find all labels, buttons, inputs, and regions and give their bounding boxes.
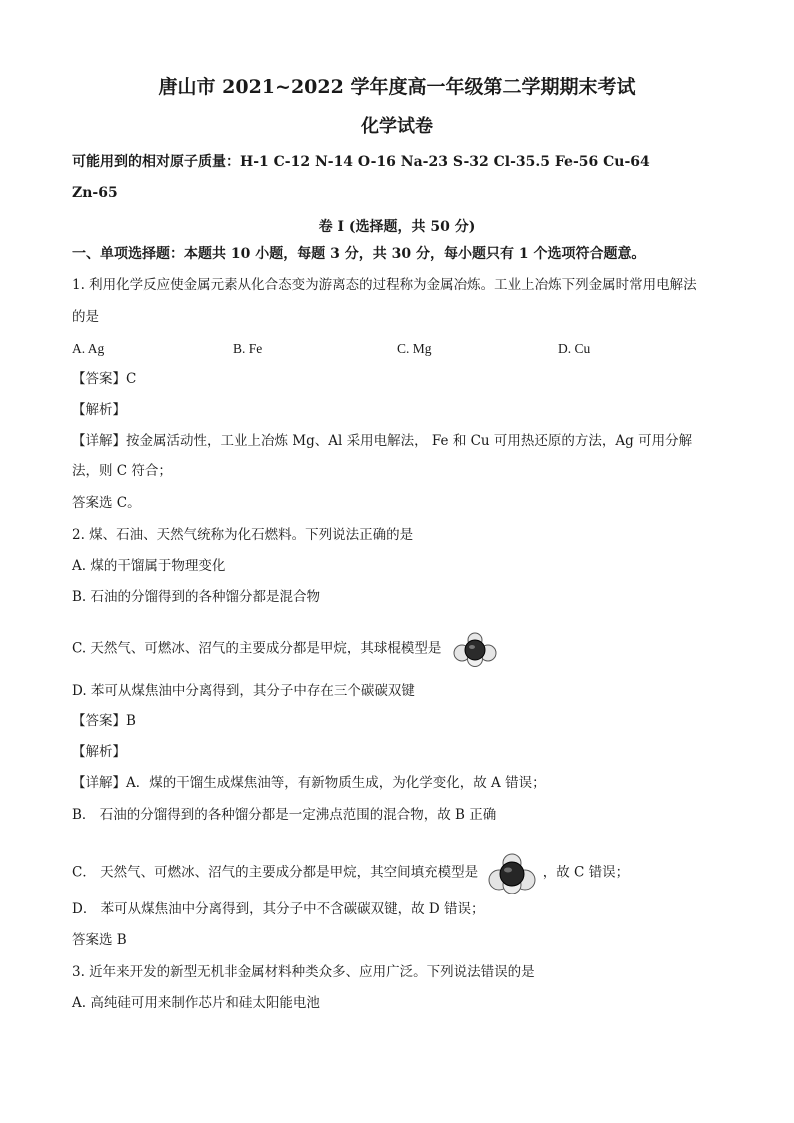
- volume-heading: 卷 I (选择题，共 50 分): [318, 219, 476, 235]
- q1-detail-line2: 法，则 C 符合；: [72, 463, 172, 479]
- q1-analysis-label: 【解析】: [72, 402, 126, 418]
- q1-option-b: B. Fe: [233, 341, 263, 356]
- methane-space-filling-model-icon: [486, 852, 538, 894]
- q2-conclusion: 答案选 B: [72, 932, 127, 948]
- q2-detail-c-post: ，故 C 错误；: [542, 864, 630, 881]
- q2-detail-a: 【详解】A．煤的干馏生成煤焦油等，有新物质生成，为化学变化，故 A 错误；: [72, 775, 546, 791]
- exam-title: 唐山市 2021~2022 学年度高一年级第二学期期末考试: [158, 76, 636, 98]
- methane-ball-stick-model-icon: [450, 631, 500, 667]
- q2-detail-c-pre: C． 天然气、可燃冰、沼气的主要成分都是甲烷，其空间填充模型是: [72, 864, 479, 881]
- q1-stem-line2: 的是: [72, 309, 99, 325]
- q1-option-a: A. Ag: [72, 341, 105, 356]
- q2-option-c: [72, 631, 500, 667]
- q2-analysis-label: 【解析】: [72, 744, 126, 760]
- atomic-masses-line1: 可能用到的相对原子质量：H-1 C-12 N-14 O-16 Na-23 S-32 Cl-35.5 Fe-56 Cu-64: [72, 154, 650, 170]
- q1-conclusion: 答案选 C。: [72, 495, 141, 511]
- section-heading: 一、单项选择题：本题共 10 小题，每题 3 分，共 30 分，每小题只有 1 个选项符合题意。: [72, 246, 646, 262]
- q1-stem-line1: 1. 利用化学反应使金属元素从化合态变为游离态的过程称为金属冶炼。工业上冶炼下列金属时常用电解法: [72, 277, 697, 293]
- q2-option-d: D. 苯可从煤焦油中分离得到，其分子中存在三个碳碳双键: [72, 683, 415, 699]
- q2-answer: 【答案】B: [72, 713, 136, 729]
- exam-subtitle: 化学试卷: [361, 116, 433, 137]
- atomic-masses-line2: Zn-65: [72, 185, 118, 201]
- q1-option-c: C. Mg: [397, 341, 432, 356]
- q2-stem: 2. 煤、石油、天然气统称为化石燃料。下列说法正确的是: [72, 527, 414, 543]
- q2-detail-d: D． 苯可从煤焦油中分离得到，其分子中不含碳碳双键，故 D 错误；: [72, 901, 485, 917]
- q1-detail-line1: 【详解】按金属活动性，工业上冶炼 Mg、Al 采用电解法， Fe 和 Cu 可用热还原的方法，Ag 可用分解: [72, 433, 693, 449]
- q3-stem: 3. 近年来开发的新型无机非金属材料种类众多、应用广泛。下列说法错误的是: [72, 964, 535, 980]
- q3-option-a: A. 高纯硅可用来制作芯片和硅太阳能电池: [72, 995, 320, 1011]
- q2-option-a: A. 煤的干馏属于物理变化: [72, 558, 226, 574]
- q2-option-c-text: C. 天然气、可燃冰、沼气的主要成分都是甲烷，其球棍模型是: [72, 640, 442, 657]
- q1-option-d: D. Cu: [558, 341, 591, 356]
- q2-detail-c: [72, 852, 629, 894]
- q2-option-b: B. 石油的分馏得到的各种馏分都是混合物: [72, 589, 321, 605]
- q1-answer: 【答案】C: [72, 371, 137, 387]
- q2-detail-b: B． 石油的分馏得到的各种馏分都是一定沸点范围的混合物，故 B 正确: [72, 807, 497, 823]
